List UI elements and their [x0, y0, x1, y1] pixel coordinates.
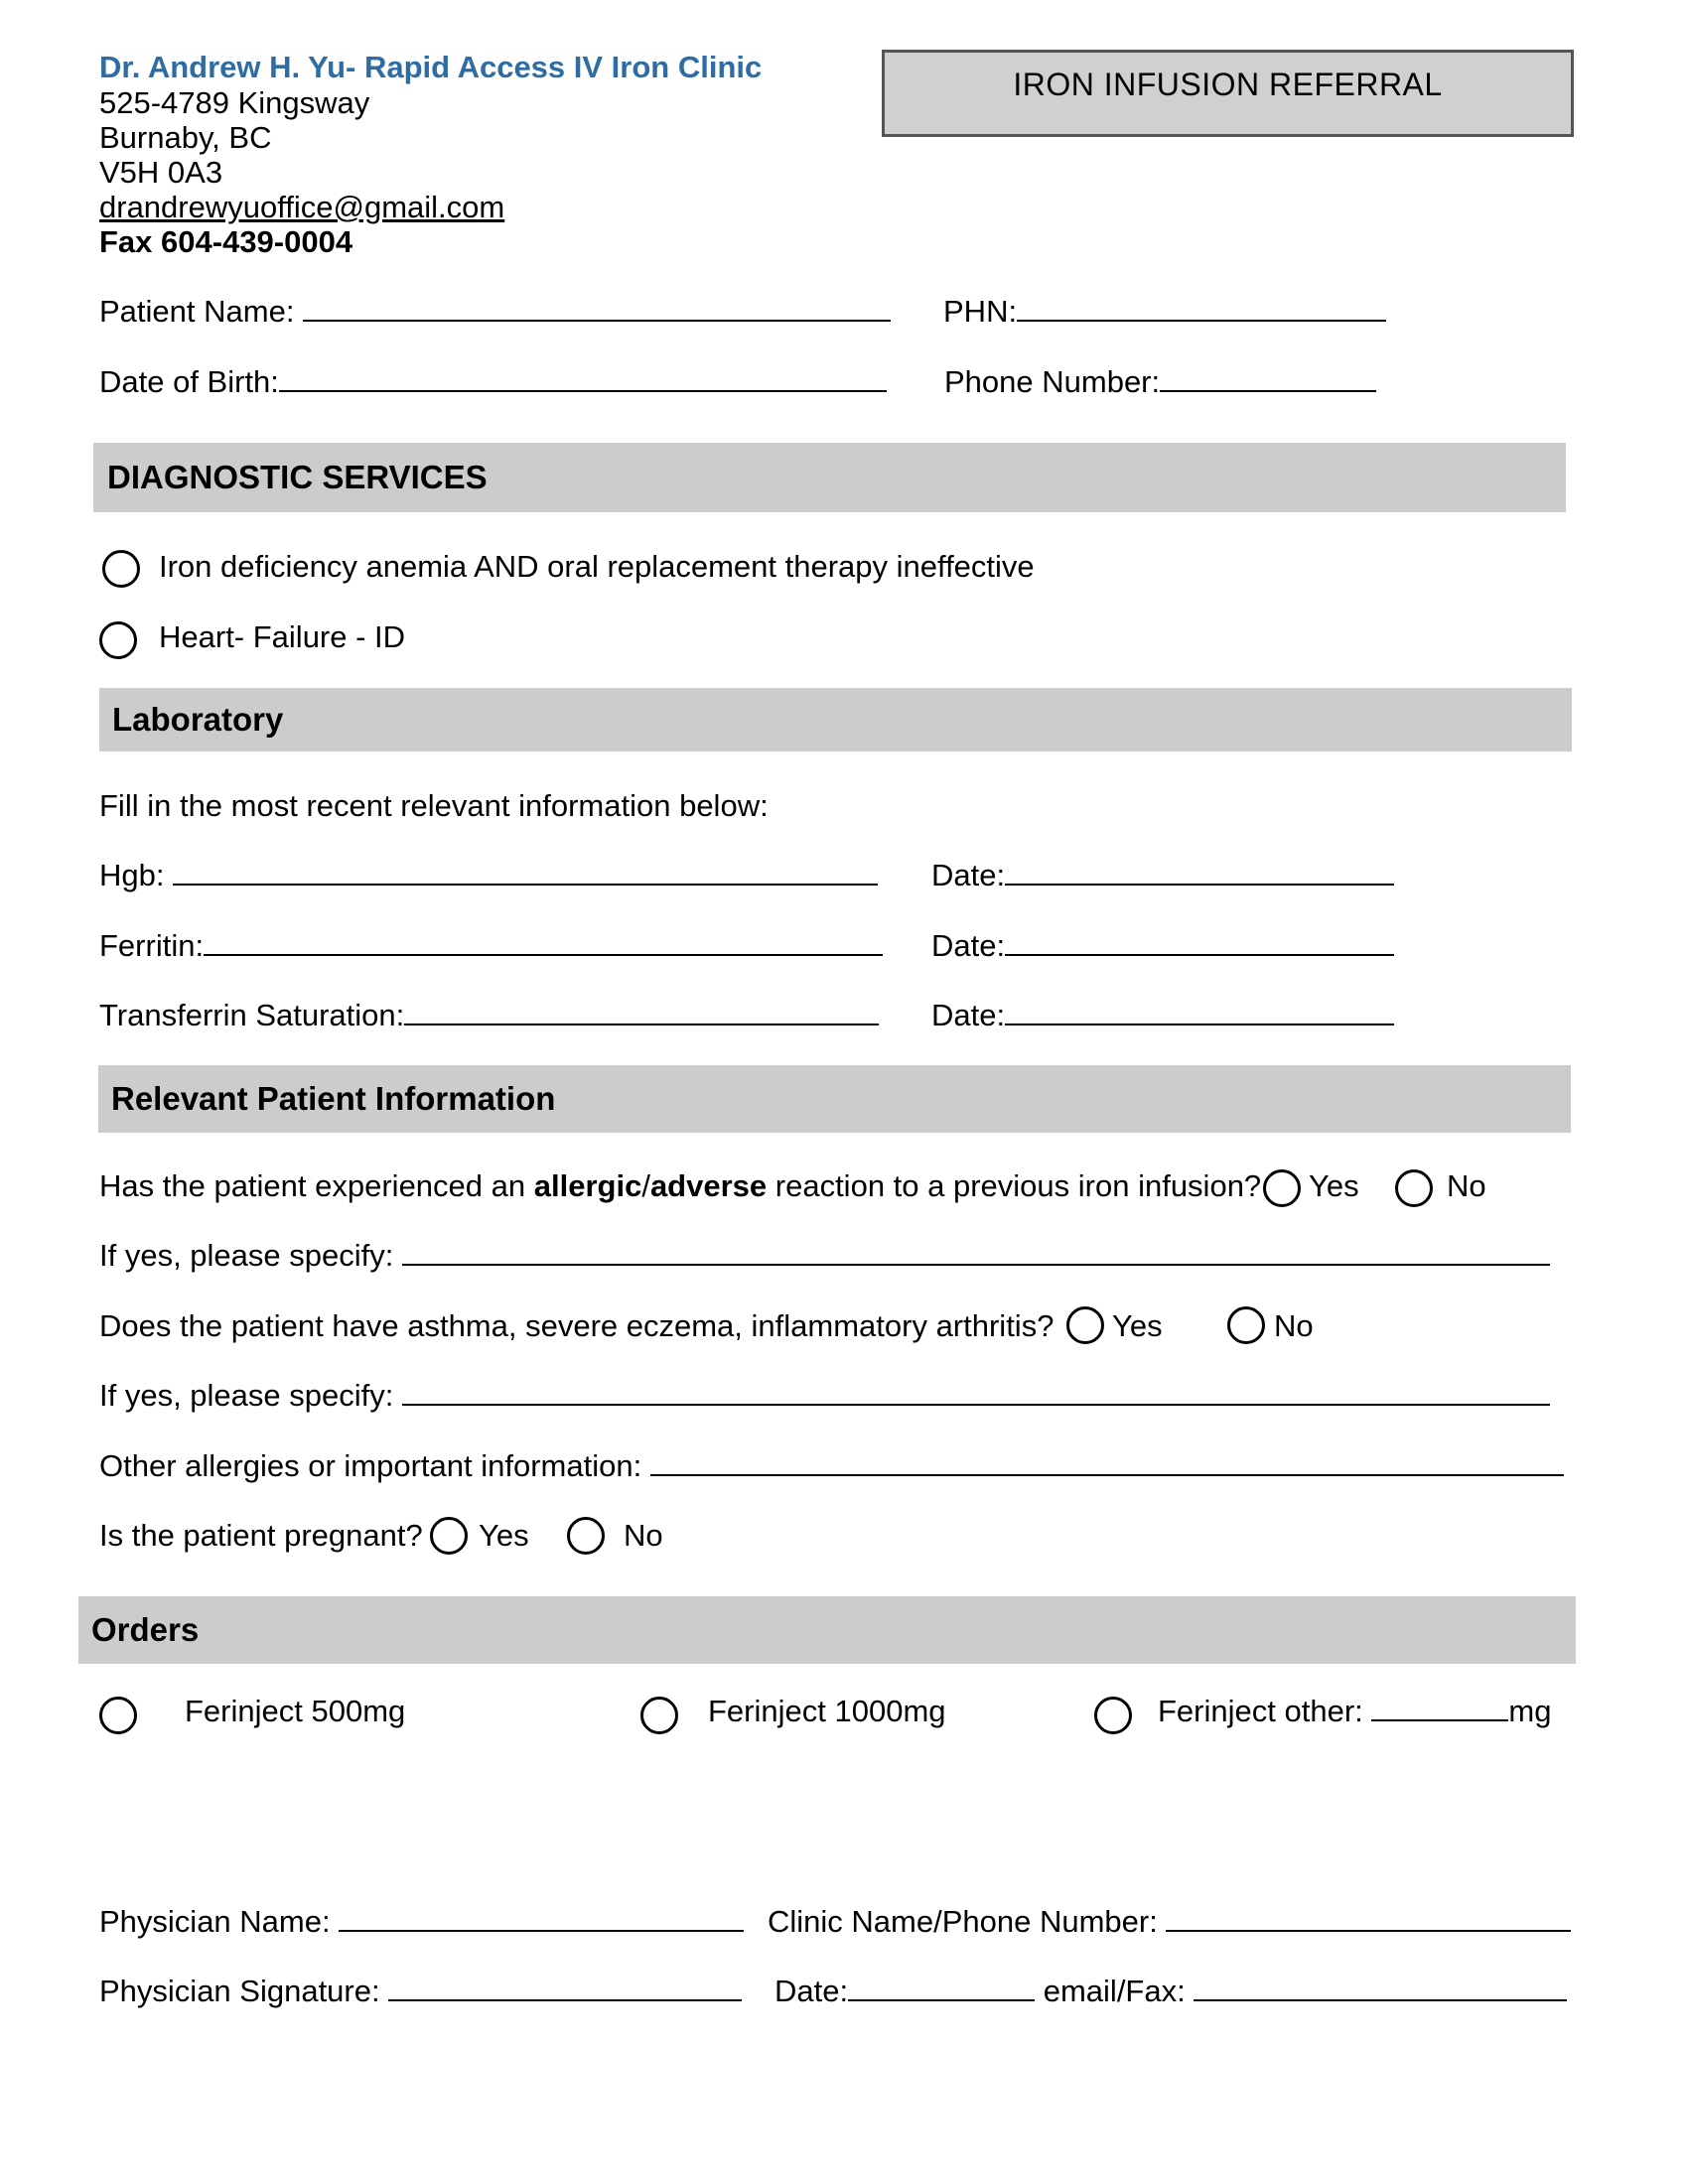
clinic-phone-field[interactable] [1166, 1904, 1571, 1932]
asthma-no-label: No [1274, 1308, 1314, 1343]
physician-date-label: Date: [774, 1974, 849, 2008]
orders-heading: Orders [91, 1611, 200, 1648]
patient-name-row [99, 294, 891, 330]
physician-name-field[interactable] [339, 1904, 744, 1932]
slash-text: / [641, 1168, 650, 1203]
heart-failure-label: Heart- Failure - ID [159, 619, 406, 654]
relevant-info-band [98, 1065, 1571, 1133]
clinic-postal-code: V5H 0A3 [99, 155, 223, 190]
ferinject-other-label: Ferinject other: [1158, 1694, 1363, 1728]
form-title-box [882, 50, 1574, 137]
iron-deficiency-radio[interactable] [102, 550, 140, 588]
physician-name-label: Physician Name: [99, 1904, 331, 1939]
ferinject-500-label: Ferinject 500mg [185, 1694, 406, 1728]
allergic-specify-row [99, 1238, 1550, 1274]
ferinject-500-radio[interactable] [99, 1697, 137, 1734]
physician-signature-row [99, 1974, 742, 2009]
physician-name-row [99, 1904, 744, 1940]
adverse-word: adverse [649, 1168, 768, 1203]
other-allergies-label: Other allergies or important information: [99, 1448, 642, 1483]
laboratory-band [99, 688, 1572, 751]
pregnant-yes-radio[interactable] [430, 1517, 468, 1555]
laboratory-instruction: Fill in the most recent relevant information below: [99, 788, 769, 823]
clinic-name: Dr. Andrew H. Yu- Rapid Access IV Iron Clinic [99, 50, 763, 84]
allergic-word: allergic [533, 1168, 642, 1203]
physician-date-field[interactable] [848, 1974, 1035, 2001]
patient-name-field[interactable] [303, 294, 891, 322]
pregnant-no-label: No [624, 1518, 663, 1553]
email-fax-field[interactable] [1194, 1974, 1567, 2001]
pregnant-yes-label: Yes [479, 1518, 529, 1553]
phn-field[interactable] [1017, 294, 1386, 322]
clinic-email-link[interactable]: drandrewyuoffice@gmail.com [99, 190, 505, 224]
phn-row [943, 294, 1386, 330]
ferinject-1000-radio[interactable] [640, 1697, 678, 1734]
asthma-question: Does the patient have asthma, severe eczema, inflammatory arthritis? [99, 1308, 1055, 1343]
allergic-yes-label: Yes [1309, 1168, 1359, 1203]
asthma-specify-label: If yes, please specify: [99, 1378, 394, 1413]
form-title: IRON INFUSION REFERRAL [1013, 67, 1443, 102]
transferrin-field[interactable] [404, 998, 879, 1025]
hgb-label: Hgb: [99, 858, 165, 892]
transferrin-row [99, 998, 879, 1033]
allergic-question [99, 1168, 1261, 1204]
asthma-specify-row [99, 1378, 1550, 1414]
phone-row [944, 364, 1376, 400]
ferinject-other-unit: mg [1508, 1694, 1552, 1728]
dob-label: Date of Birth: [99, 364, 279, 399]
hgb-row [99, 858, 878, 893]
laboratory-heading: Laboratory [112, 701, 284, 738]
physician-signature-field[interactable] [388, 1974, 742, 2001]
hgb-date-label: Date: [931, 858, 1006, 892]
allergic-specify-label: If yes, please specify: [99, 1238, 394, 1273]
ferritin-label: Ferritin: [99, 928, 205, 963]
heart-failure-radio[interactable] [99, 621, 137, 659]
pregnant-no-radio[interactable] [567, 1517, 605, 1555]
allergic-no-radio[interactable] [1395, 1169, 1433, 1207]
allergic-question-suffix: reaction to a previous iron infusion? [767, 1168, 1262, 1203]
other-allergies-field[interactable] [650, 1448, 1564, 1476]
ferritin-field[interactable] [204, 928, 883, 956]
patient-name-label: Patient Name: [99, 294, 295, 329]
clinic-address-line1: 525-4789 Kingsway [99, 85, 370, 120]
phone-label: Phone Number: [944, 364, 1161, 399]
phone-field[interactable] [1160, 364, 1376, 392]
transferrin-label: Transferrin Saturation: [99, 998, 405, 1032]
ferinject-other-row [1158, 1694, 1551, 1729]
ferritin-row [99, 928, 883, 964]
hgb-field[interactable] [173, 858, 878, 886]
allergic-no-label: No [1447, 1168, 1486, 1203]
hgb-date-row [931, 858, 1394, 893]
diagnostic-services-heading: DIAGNOSTIC SERVICES [107, 459, 488, 495]
other-allergies-row [99, 1448, 1564, 1484]
phn-label: PHN: [943, 294, 1018, 329]
dob-field[interactable] [279, 364, 887, 392]
ferritin-date-field[interactable] [1005, 928, 1394, 956]
allergic-question-prefix: Has the patient experienced an [99, 1168, 534, 1203]
transferrin-date-row [931, 998, 1394, 1033]
iron-deficiency-label: Iron deficiency anemia AND oral replacement therapy ineffective [159, 549, 1035, 584]
ferinject-other-dose-field[interactable] [1371, 1694, 1508, 1721]
ferritin-date-row [931, 928, 1394, 964]
asthma-yes-label: Yes [1112, 1308, 1163, 1343]
allergic-yes-radio[interactable] [1263, 1169, 1301, 1207]
ferinject-1000-label: Ferinject 1000mg [708, 1694, 946, 1728]
allergic-specify-field[interactable] [402, 1238, 1550, 1266]
relevant-info-heading: Relevant Patient Information [111, 1080, 556, 1117]
asthma-yes-radio[interactable] [1066, 1306, 1104, 1344]
clinic-fax: Fax 604-439-0004 [99, 224, 353, 259]
physician-signature-label: Physician Signature: [99, 1974, 380, 2008]
clinic-phone-label: Clinic Name/Phone Number: [768, 1904, 1158, 1939]
ferritin-date-label: Date: [931, 928, 1006, 963]
transferrin-date-label: Date: [931, 998, 1006, 1032]
transferrin-date-field[interactable] [1005, 998, 1394, 1025]
ferinject-other-radio[interactable] [1094, 1697, 1132, 1734]
dob-row [99, 364, 887, 400]
email-fax-label: email/Fax: [1043, 1974, 1186, 2008]
clinic-phone-row [768, 1904, 1571, 1940]
diagnostic-services-band [93, 443, 1566, 512]
physician-date-row [774, 1974, 1567, 2009]
clinic-address-line2: Burnaby, BC [99, 120, 272, 155]
asthma-no-radio[interactable] [1227, 1306, 1265, 1344]
asthma-specify-field[interactable] [402, 1378, 1550, 1406]
hgb-date-field[interactable] [1005, 858, 1394, 886]
pregnant-question: Is the patient pregnant? [99, 1518, 423, 1553]
orders-band [78, 1596, 1576, 1664]
